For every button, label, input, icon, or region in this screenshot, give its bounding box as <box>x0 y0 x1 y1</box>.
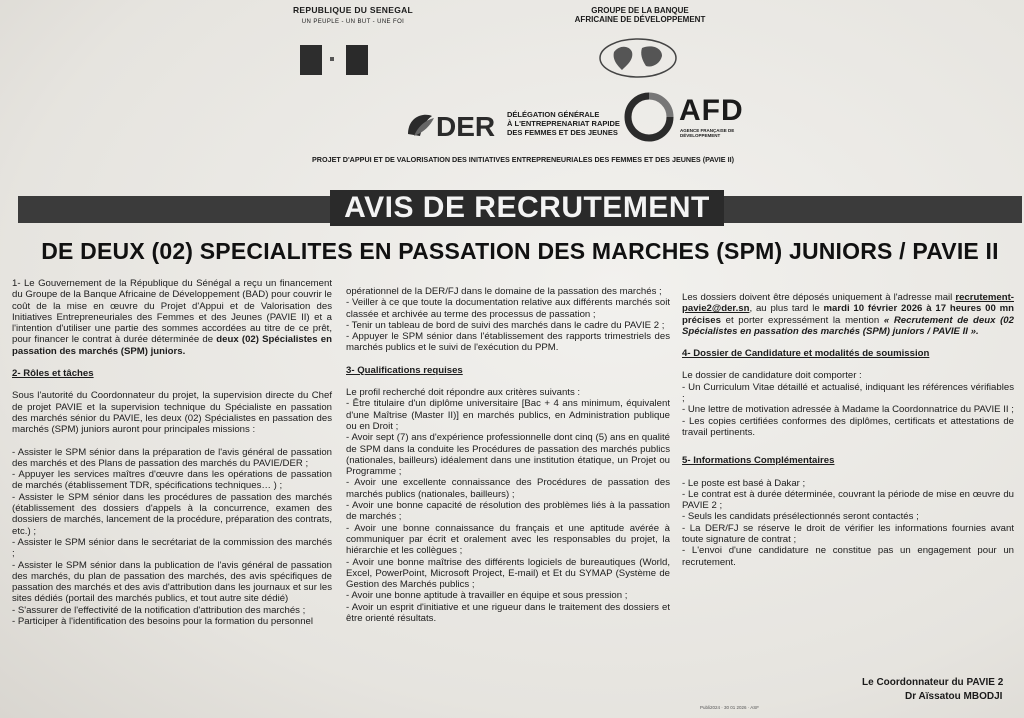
der-logo-icon <box>404 108 504 142</box>
section-heading-dossier: 4- Dossier de Candidature et modalités de soumission <box>682 348 930 360</box>
republic-name: REPUBLIQUE DU SENEGAL <box>292 5 414 15</box>
list-item: - Les copies certifiées conformes des diplômes, certificats et attestations de travail pertinents. <box>682 415 1014 438</box>
section-heading-qualifications: 3- Qualifications requises <box>346 364 463 376</box>
project-name: PROJET D'APPUI ET DE VALORISATION DES INITIATIVES ENTREPRENEURIALES DES FEMMES ET DES JEUNES (PAVIE II) <box>312 155 734 164</box>
list-item: - La DER/FJ se réserve le droit de vérifier les informations fournies avant toute signature de contrat ; <box>682 522 1014 546</box>
dossier-intro: Le dossier de candidature doit comporter : <box>682 370 862 382</box>
list-item: - Assister le SPM sénior dans les procédures de passation des marchés (établissement des dossiers d'appels à la concurrence, examen des dossiers de marchés, lancement de la procédure, préparation des contrats, etc.) ; <box>12 491 332 537</box>
deposit-date: mardi 10 février 2026 à 17 heures 00 mn précises <box>682 303 1014 326</box>
footer-note: Publi2024 · 30 01 2026 · ASF <box>700 705 760 710</box>
republic-header <box>283 5 423 25</box>
afd-name: AFD <box>679 94 744 127</box>
list-item: - Appuyer les services maîtres d'œuvre dans les opérations de passation de marchés (établissement TDR, spécifications techniques… ) ; <box>12 469 332 492</box>
column-3 <box>682 292 1014 568</box>
notice-subtitle: DE DEUX (02) SPECIALITES EN PASSATION DES MARCHES (SPM) JUNIORS / PAVIE II <box>41 238 999 264</box>
column-1 <box>12 278 332 627</box>
list-item: - Un Curriculum Vitae détaillé et actualisé, indiquant les références vérifiables ; <box>682 381 1014 405</box>
list-item: - S'assurer de l'effectivité de la notification d'attribution des marchés ; <box>12 604 306 616</box>
list-item: - Avoir sept (7) ans d'expérience professionnelle dont cinq (5) ans en qualité de SPM dans la conduite les Procédures de passation des marchés publics (nationales, bailleurs) idéalement dans une institution étatique, un Projet ou Programme ; <box>346 432 670 478</box>
list-item: - Une lettre de motivation adressée à Madame la Coordonnatrice du PAVIE II ; <box>682 404 1014 416</box>
banner <box>18 191 1022 228</box>
list-item: - Avoir un esprit d'initiative et une rigueur dans le traitement des dossiers et être orienté résultats. <box>346 601 670 625</box>
list-item: - Avoir une bonne capacité de résolution des problèmes liés à la passation de marchés ; <box>346 500 670 523</box>
list-item: - Assister le SPM sénior dans la préparation de l'avis général de passation des marchés et des Plans de passation des marchés du PAVIE/DER ; <box>12 446 332 469</box>
signatory-title: Le Coordonnateur du PAVIE 2 <box>862 677 1004 688</box>
list-item: - Assister le SPM sénior dans la publication de l'avis général de passation des marchés, du plan de passation des marchés, des avis spécifiques de passation des marchés et des avis d'attribution dans les journaux et sur les sites dédiés (portail des marchés publics, et tout autre site dédié) <box>12 559 332 605</box>
der-logo-text: DER <box>436 111 496 142</box>
deposit-email-link: recrutement-pavie2@der.sn <box>682 292 1014 315</box>
roles-intro: Sous l'autorité du Coordonnateur du projet, la supervision directe du Chef de projet PAVIE et la supervision technique du Spécialiste en passation des marchés sénior du PAVIE, les deux (02) Spécialistes en passation des marchés (SPM) juniors auront pour principales missions : <box>12 390 332 436</box>
intro-paragraph: 1- Le Gouvernement de la République du Sénégal a reçu un financement du Groupe de la Banque Africaine de Développement (BAD) pour couvrir le coût de la mise en œuvre du Projet d'Appui et de Valorisation des Initiatives Entrepreneuriales des Femmes et des Jeunes (PAVIE II) et a l'intention d'utiliser une partie des sommes accordées au titre de ce prêt, pour financer le contrat à durée déterminée de deux (02) Spécialistes en passation des marchés (SPM) juniors. <box>12 278 332 357</box>
der-full-name: DÉLÉGATION GÉNÉRALE À L'ENTREPRENARIAT RAPIDE DES FEMMES ET DES JEUNES <box>507 110 620 137</box>
column-2 <box>346 286 670 624</box>
list-item: - Le contrat est à durée déterminée, couvrant la période de mise en œuvre du PAVIE 2 ; <box>682 488 1014 512</box>
list-item: - Le poste est basé à Dakar ; <box>682 477 806 489</box>
section-heading-info: 5- Informations Complémentaires <box>682 455 835 467</box>
bad-group-line1: GROUPE DE LA BANQUE <box>591 6 689 15</box>
list-item: - Participer à l'identification des besoins pour la formation du personnel <box>12 616 314 628</box>
list-item: - Seuls les candidats présélectionnés seront contactés ; <box>682 511 919 523</box>
afd-logo-icon <box>624 92 674 142</box>
bad-header <box>565 6 715 24</box>
list-item: - Avoir une bonne aptitude à travailler en équipe et sous pression ; <box>346 590 628 602</box>
bad-group-line2: AFRICAINE DE DÉVELOPPEMENT <box>574 15 706 24</box>
list-item: - Appuyer le SPM sénior dans l'établissement des rapports trimestriels des marchés publics et le suivi de l'exécution du PPM. <box>346 331 670 354</box>
list-item: - L'envoi d'une candidature ne constitue pas un engagement pour un recrutement. <box>682 545 1014 568</box>
list-item: - Tenir un tableau de bord de suivi des marchés dans le cadre du PAVIE 2 ; <box>346 319 665 331</box>
profile-intro: Le profil recherché doit répondre aux critères suivants : <box>346 387 581 399</box>
list-item: - Être titulaire d'un diplôme universitaire [Bac + 4 ans minimum, équivalent d'une Maîtrise (Master II)] en marchés publics, en Administration publique ou en Droit ; <box>346 398 670 432</box>
list-item: - Avoir une bonne connaissance du français et une aptitude avérée à communiquer par écrit et oralement avec les responsables du projet, la hiérarchie et les collègues ; <box>346 522 670 557</box>
section-heading-roles: 2- Rôles et tâches <box>12 368 94 380</box>
bad-logo-icon <box>596 36 680 80</box>
afd-subtitle: AGENCE FRANÇAISE DE DÉVELOPPEMENT <box>680 128 735 138</box>
senegal-flag-icon <box>300 45 370 75</box>
deposit-mention: « Recrutement de deux (02 Spécialistes en passation des marchés (SPM) juniors / PAVIE II ». <box>682 314 1014 337</box>
list-item: - Avoir une bonne maîtrise des différents logiciels de bureautiques (World, Excel, PowerPoint, Microsoft Project, E-mail) et Et du SYMAP (Système de Gestion des Marchés publics ; <box>346 556 670 591</box>
banner-title: AVIS DE RECRUTEMENT <box>330 190 724 226</box>
republic-motto: UN PEUPLE - UN BUT - UNE FOI <box>301 19 405 25</box>
list-item: opérationnel de la DER/FJ dans le domaine de la passation des marchés ; <box>346 286 662 297</box>
list-item: - Avoir une excellente connaissance des Procédures de passation des marchés publics (nationales, bailleurs) ; <box>346 477 670 500</box>
deposit-paragraph: Les dossiers doivent être déposés uniquement à l'adresse mail recrutement-pavie2@der.sn, au plus tard le mardi 10 février 2026 à 17 heures 00 mn précises et porter expressément la mention « Recrutement de deux (02 Spécialistes en passation des marchés (SPM) juniors / PAVIE II ». <box>682 292 1014 337</box>
list-item: - Veiller à ce que toute la documentation relative aux différents marchés soit classée et archivée au terme des processus de passation ; <box>346 297 670 320</box>
list-item: - Assister le SPM sénior dans le secrétariat de la commission des marchés ; <box>12 536 332 560</box>
signatory-name: Dr Aïssatou MBODJI <box>905 691 1003 702</box>
